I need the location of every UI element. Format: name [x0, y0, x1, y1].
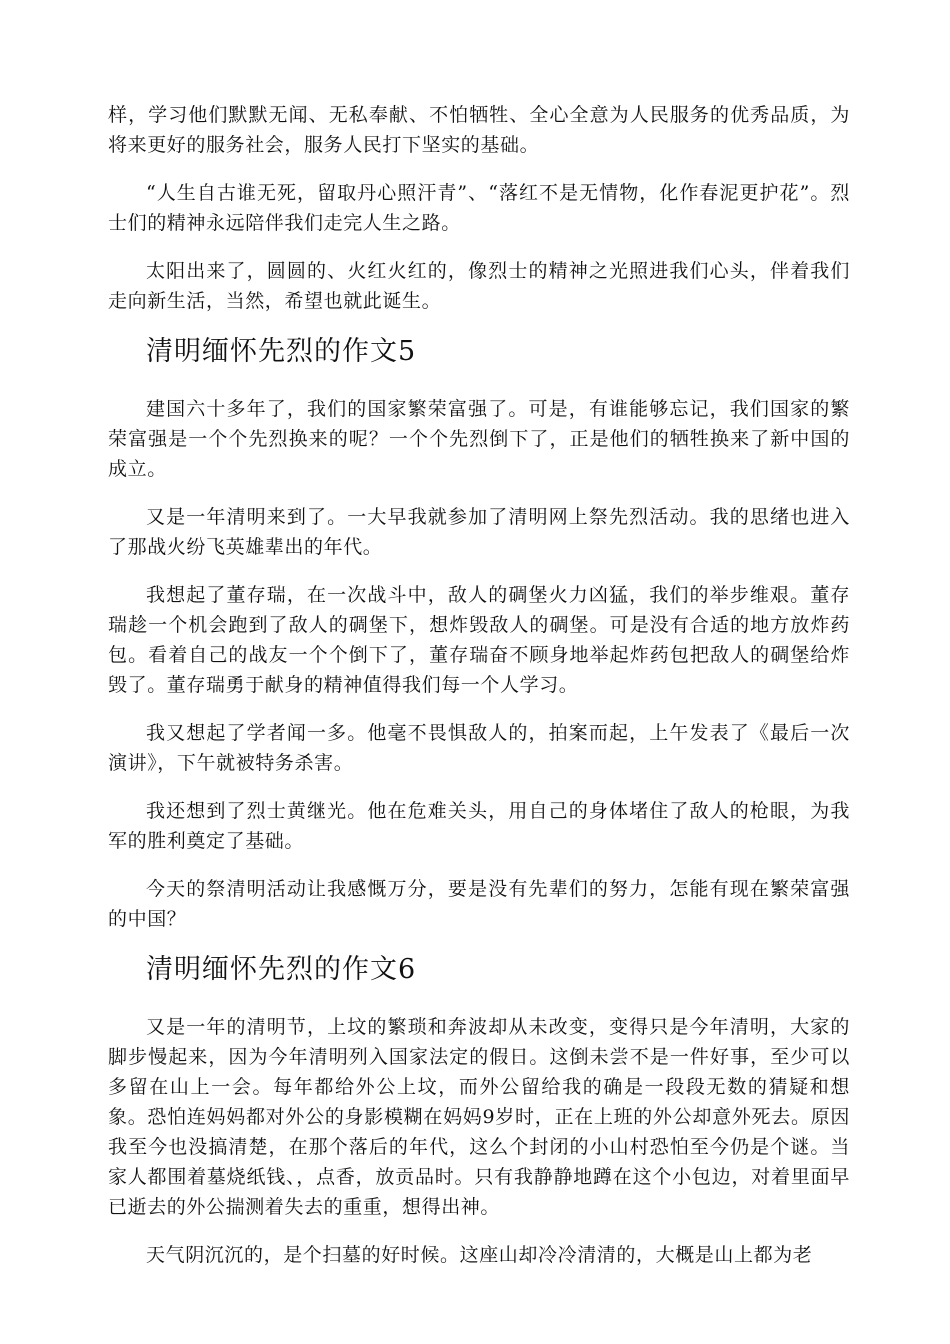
section-heading-6: 清明缅怀先烈的作文6: [146, 954, 417, 985]
paragraph: 我又想起了学者闻一多。他毫不畏惧敌人的，拍案而起，上午发表了《最后一次演讲》，下午就被特务杀害。: [108, 722, 850, 774]
paragraph: 建国六十多年了，我们的国家繁荣富强了。可是，有谁能够忘记，我们国家的繁荣富强是一个个先烈换来的呢？一个个先烈倒下了，正是他们的牺牲换来了新中国的成立。: [108, 398, 850, 480]
paragraph: 又是一年清明来到了。一大早我就参加了清明网上祭先烈活动。我的思绪也进入了那战火纷飞英雄辈出的年代。: [108, 506, 850, 558]
paragraph: 我还想到了烈士黄继光。他在危难关头，用自己的身体堵住了敌人的枪眼，为我军的胜利奠定了基础。: [108, 800, 850, 852]
paragraph: 太阳出来了，圆圆的、火红火红的，像烈士的精神之光照进我们心头，伴着我们走向新生活，当然，希望也就此诞生。: [108, 260, 850, 312]
document-body: [108, 100, 850, 1288]
paragraph: 天气阴沉沉的，是个扫墓的好时候。这座山却冷冷清清的，大概是山上都为老: [146, 1244, 813, 1266]
paragraph: 今天的祭清明活动让我感慨万分，要是没有先辈们的努力，怎能有现在繁荣富强的中国？: [108, 878, 850, 930]
paragraph: 又是一年的清明节，上坟的繁琐和奔波却从未改变，变得只是今年清明，大家的脚步慢起来，因为今年清明列入国家法定的假日。这倒未尝不是一件好事，至少可以多留在山上一会。每年都给外公上坟，而外公留给我的确是一段段无数的猜疑和想象。恐怕连妈妈都对外公的身影模糊在妈妈9岁时，正在上班的外公却意外死去。原因我至今也没搞清楚，在那个落后的年代，这么个封闭的小山村恐怕至今仍是个谜。当家人都围着墓烧纸钱、，点香，放贡品时。只有我静静地蹲在这个小包边，对着里面早已逝去的外公揣测着失去的重重，想得出神。: [108, 1016, 850, 1218]
paragraph: “人生自古谁无死，留取丹心照汗青”、“落红不是无情物，化作春泥更护花”。烈士们的精神永远陪伴我们走完人生之路。: [108, 182, 850, 234]
paragraph: 样，学习他们默默无闻、无私奉献、不怕牺牲、全心全意为人民服务的优秀品质，为将来更好的服务社会，服务人民打下坚实的基础。: [108, 104, 850, 156]
section-heading-5: 清明缅怀先烈的作文5: [146, 336, 417, 367]
paragraph: 我想起了董存瑞，在一次战斗中，敌人的碉堡火力凶猛，我们的举步维艰。董存瑞趁一个机会跑到了敌人的碉堡下，想炸毁敌人的碉堡。可是没有合适的地方放炸药包。看着自己的战友一个个倒下了，董存瑞奋不顾身地举起炸药包把敌人的碉堡给炸毁了。董存瑞勇于献身的精神值得我们每一个人学习。: [108, 584, 850, 696]
